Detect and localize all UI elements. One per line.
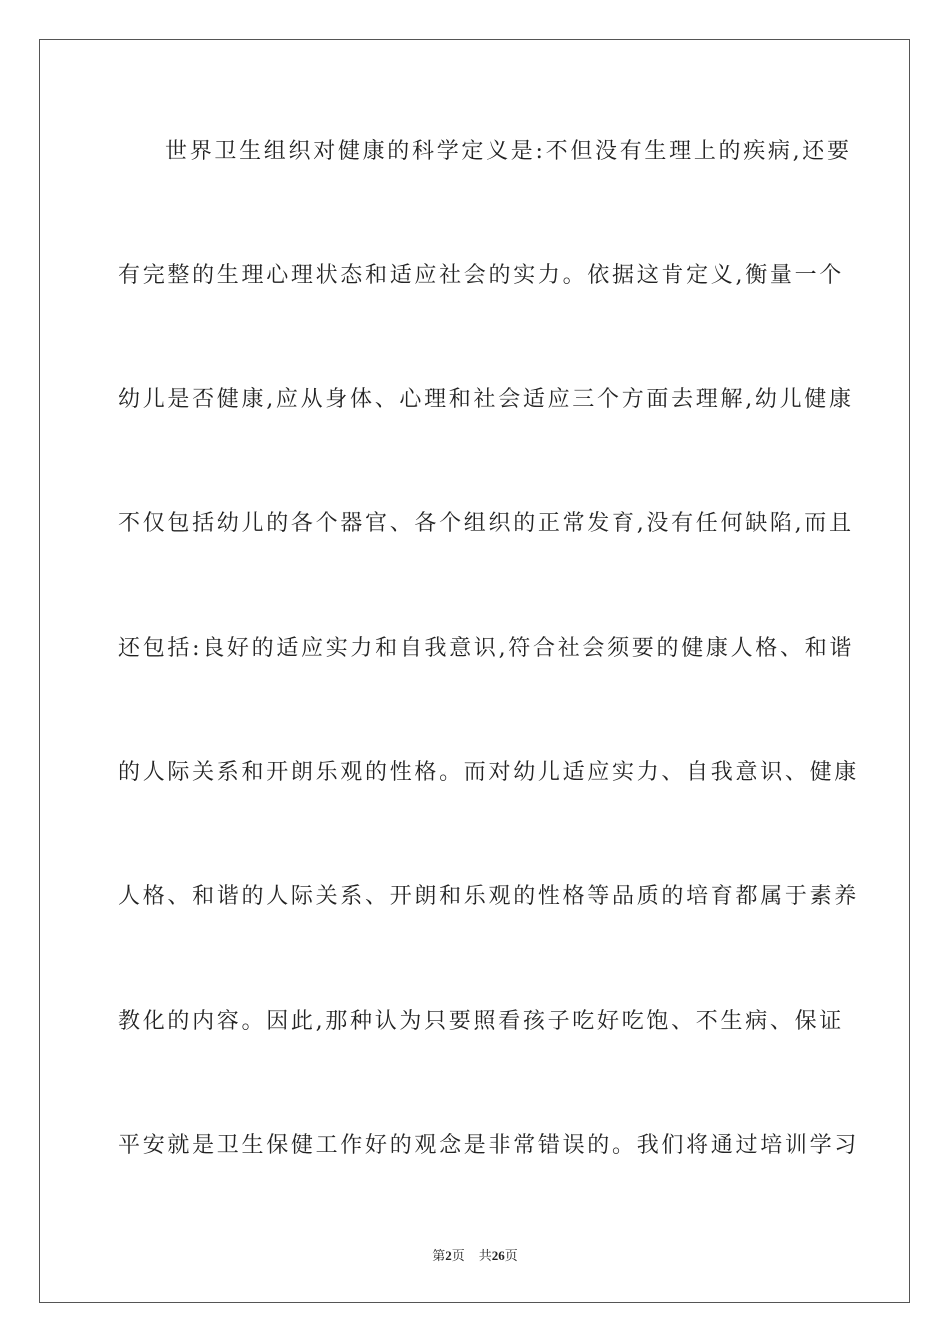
paragraph-line-1: 世界卫生组织对健康的科学定义是:不但没有生理上的疾病,还要 xyxy=(165,139,852,164)
page-prefix: 第 xyxy=(432,1249,446,1264)
page-footer xyxy=(0,1247,950,1266)
paragraph-line-4: 不仅包括幼儿的各个器官、各个组织的正常发育,没有任何缺陷,而且 xyxy=(118,511,854,536)
paragraph-line-3: 幼儿是否健康,应从身体、心理和社会适应三个方面去理解,幼儿健康 xyxy=(118,387,854,412)
page-number: 2 xyxy=(445,1248,452,1263)
paragraph-line-8: 教化的内容。因此,那种认为只要照看孩子吃好吃饱、不生病、保证 xyxy=(118,1009,844,1034)
paragraph-line-9: 平安就是卫生保健工作好的观念是非常错误的。我们将通过培训学习 xyxy=(118,1133,860,1158)
paragraph-line-7: 人格、和谐的人际关系、开朗和乐观的性格等品质的培育都属于素养 xyxy=(118,884,860,909)
page-suffix: 页 xyxy=(451,1249,465,1264)
total-pages: 26 xyxy=(491,1248,505,1263)
total-prefix: 共 xyxy=(478,1249,492,1264)
total-suffix: 页 xyxy=(504,1249,518,1264)
page-border xyxy=(39,39,910,1303)
paragraph-line-2: 有完整的生理心理状态和适应社会的实力。依据这肯定义,衡量一个 xyxy=(118,263,844,288)
paragraph-line-5: 还包括:良好的适应实力和自我意识,符合社会须要的健康人格、和谐 xyxy=(118,636,855,661)
paragraph-line-6: 的人际关系和开朗乐观的性格。而对幼儿适应实力、自我意识、健康 xyxy=(118,760,860,785)
